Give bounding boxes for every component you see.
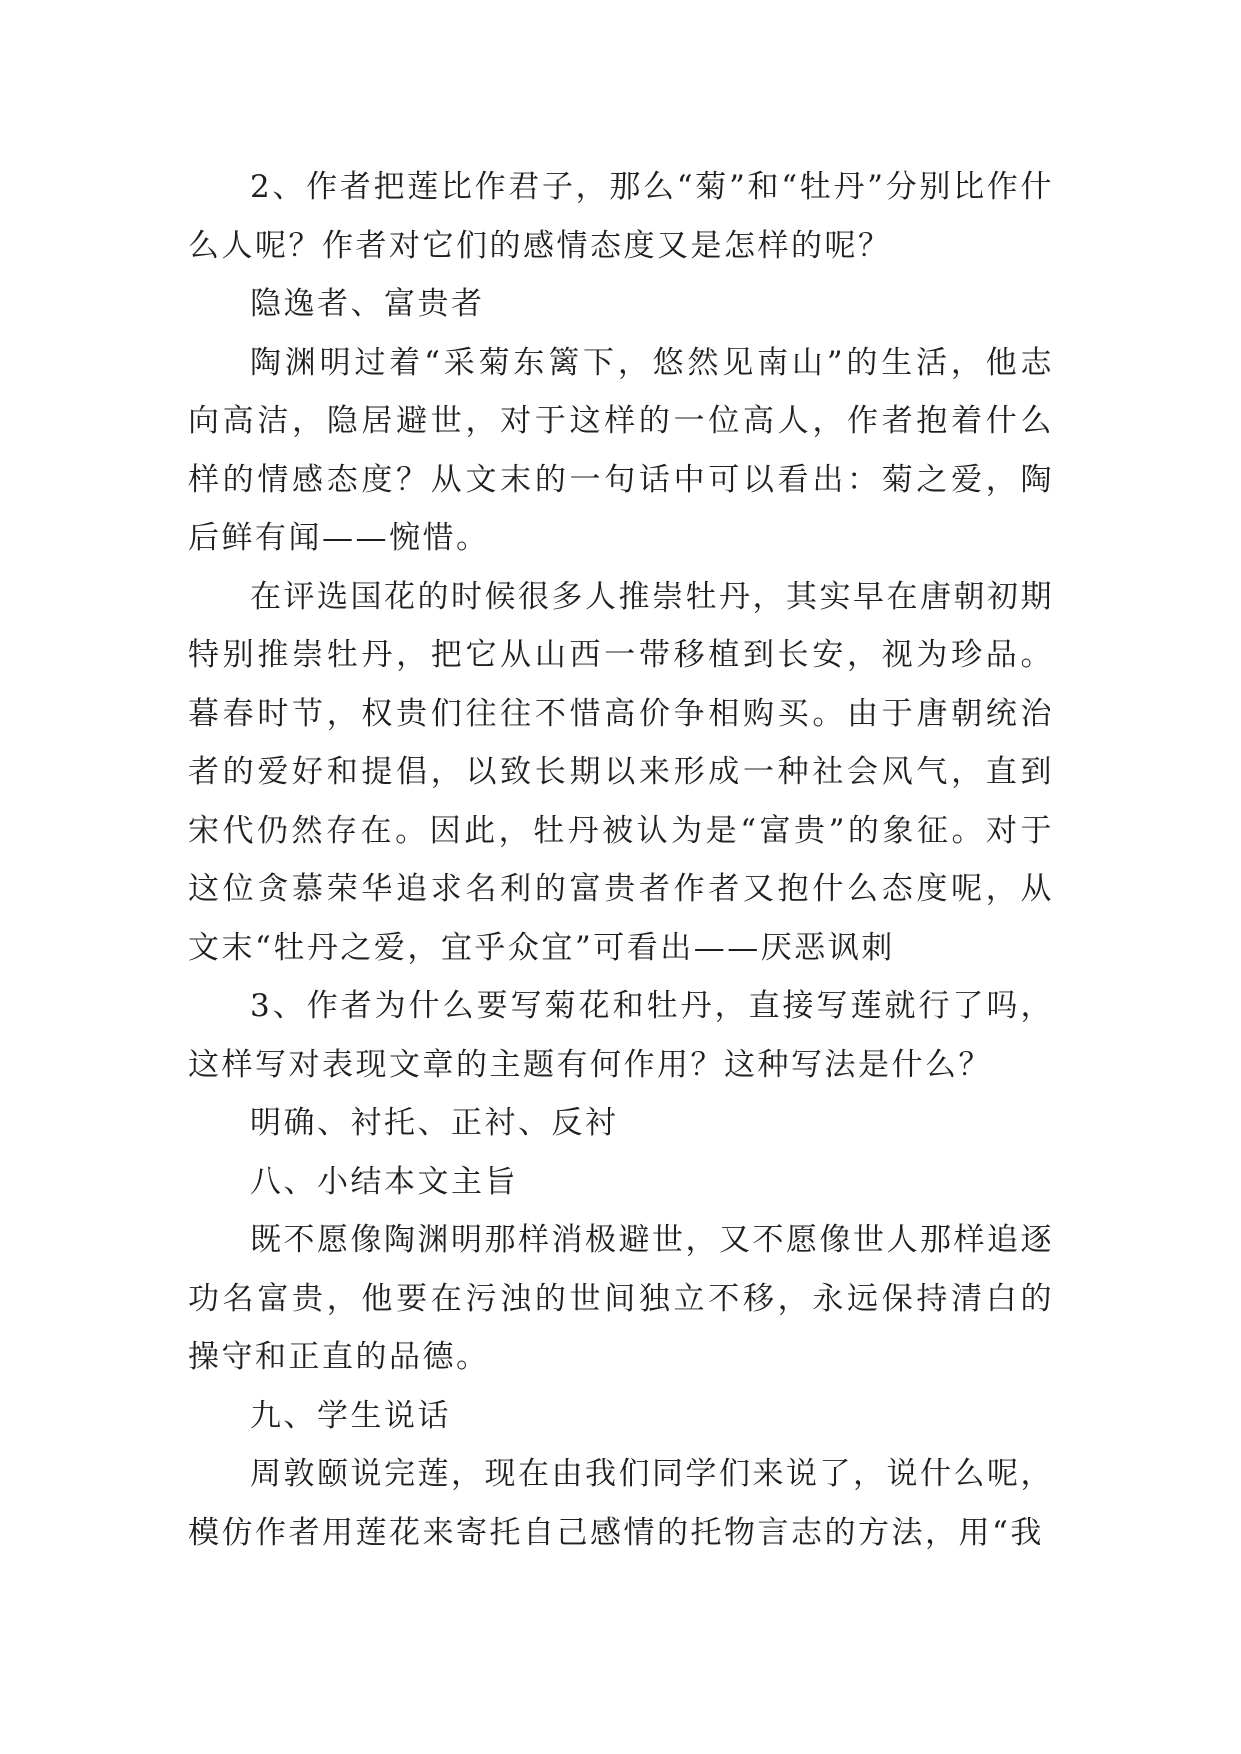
paragraph-tao-yuanming: 陶渊明过着“采菊东篱下，悠然见南山”的生活，他志向高洁，隐居避世，对于这样的一位高人，作者抱着什么样的情感态度？从文末的一句话中可以看出：菊之爱，陶后鲜有闻——惋惜。: [188, 344, 1054, 556]
paragraph-student-speech: 周敦颐说完莲，现在由我们同学们来说了，说什么呢，模仿作者用莲花来寄托自己感情的托物言志的方法，用“我: [188, 1456, 1054, 1551]
paragraph-answer-recluse-rich: 隐逸者、富贵者: [250, 286, 485, 322]
document-body: [188, 158, 1054, 1562]
paragraph-answer-contrast: 明确、衬托、正衬、反衬: [250, 1105, 619, 1141]
section-heading-student-speech: 九、学生说话: [250, 1397, 451, 1434]
paragraph-question-3: 3、作者为什么要写菊花和牡丹，直接写莲就行了吗，这样写对表现文章的主题有何作用？这种写法是什么？: [188, 988, 1054, 1083]
paragraph-question-2: 2、作者把莲比作君子，那么“菊”和“牡丹”分别比作什么人呢？作者对它们的感情态度又是怎样的呢？: [188, 169, 1054, 264]
paragraph-peony: 在评选国花的时候很多人推崇牡丹，其实早在唐朝初期特别推崇牡丹，把它从山西一带移植到长安，视为珍品。暮春时节，权贵们往往不惜高价争相购买。由于唐朝统治者的爱好和提倡，以致长期以来形成一种社会风气，直到宋代仍然存在。因此，牡丹被认为是“富贵”的象征。对于这位贪慕荣华追求名利的富贵者作者又抱什么态度呢，从文末“牡丹之爱，宜乎众宜”可看出——厌恶讽刺: [188, 578, 1054, 966]
section-heading-summary: 八、小结本文主旨: [250, 1163, 518, 1200]
paragraph-summary: 既不愿像陶渊明那样消极避世，又不愿像世人那样追逐功名富贵，他要在污浊的世间独立不移，永远保持清白的操守和正直的品德。: [188, 1222, 1054, 1375]
